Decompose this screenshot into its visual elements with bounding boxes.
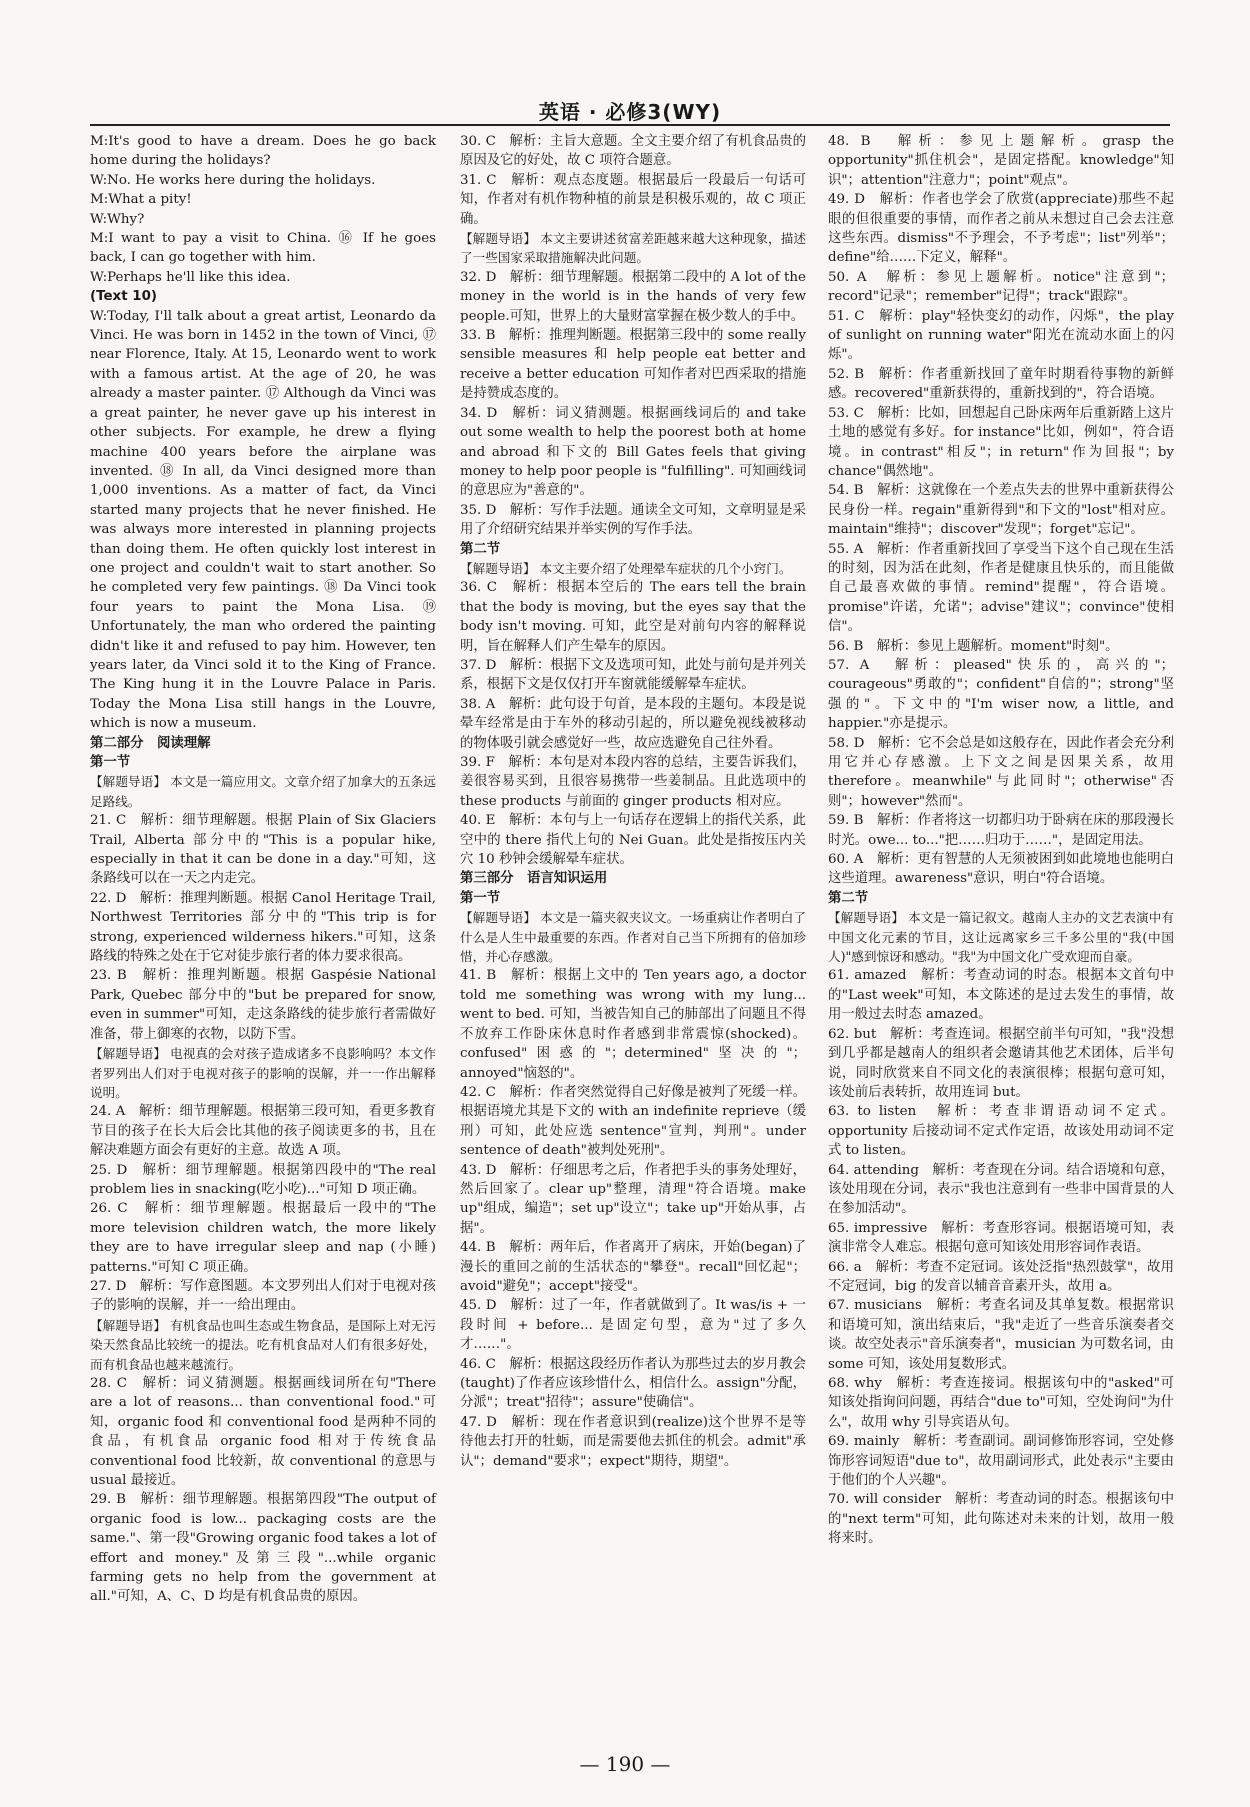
answer-paragraph: 64. attending 解析：考查现在分词。结合语境和句意，该处用现在分词，表示"我也注意到有一些非中国背景的人在参加活动"。	[828, 1162, 1174, 1217]
answer-paragraph: 70. will consider 解析：考查动词的时态。根据该句中的"next term"可知，此句陈述对未来的计划，故用一般将来时。	[828, 1492, 1174, 1547]
answer-paragraph: W:Perhaps he'll like this idea.	[90, 269, 291, 285]
answer-paragraph: 41. B 解析：根据上文中的 Ten years ago, a doctor told me something was wrong with my lung... went to bed. 可知，当被告知自己的肺部出了问题且不得不放弃工作卧床休息时作者感到非常震惊(shocked)。confused"困惑的"；determined"坚决的"；annoyed"恼怒的"。	[460, 968, 806, 1081]
answer-paragraph: M:What a pity!	[90, 192, 192, 208]
answer-paragraph: 53. C 解析：比如，回想起自己卧床两年后重新踏上这片土地的感觉有多好。for instance"比如，例如"，符合语境。in contrast"相反"；in return"作为回报"；by chance"偶然地"。	[828, 405, 1174, 479]
answer-paragraph: 36. C 解析：根据本空后的 The ears tell the brain that the body is moving, but the eyes say that the body isn't moving. 可知，此空是对前句内容的解释说明，旨在解释人们产生晕车的原因。	[460, 580, 806, 654]
answer-paragraph: 37. D 解析：根据下文及选项可知，此处与前句是并列关系，根据下文是仅仅打开车窗就能缓解晕车症状。	[460, 657, 806, 693]
answer-paragraph: 45. D 解析：过了一年，作者就做到了。It was/is + 一段时间 + before... 是固定句型，意为"过了多久才……"。	[460, 1298, 806, 1353]
page-header	[90, 96, 1170, 126]
answer-paragraph: 38. A 解析：此句设于句首，是本段的主题句。本段是说晕车经常是由于车外的移动引起的，所以避免视线被移动的物体吸引就会感觉好一些，故应选避免自己往外看。	[460, 696, 806, 751]
answer-paragraph: 47. D 解析：现在作者意识到(realize)这个世界不是等待他去打开的牡蛎，而是需要他去抓住的机会。admit"承认"；demand"要求"；expect"期待，期望"。	[460, 1414, 806, 1469]
answer-paragraph: 26. C 解析：细节理解题。根据最后一段中的"The more television children watch, the more likely they are to have irregular sleep and nap (小睡) patterns."可知 C 项正确。	[90, 1201, 436, 1275]
answer-paragraph: 46. C 解析：根据这段经历作者认为那些过去的岁月教会(taught)了作者应该珍惜什么，相信什么。assign"分配，分派"；treat"招待"；assure"使确信"。	[460, 1356, 806, 1411]
answer-paragraph: 65. impressive 解析：考查形容词。根据语境可知，表演非常令人难忘。根据句意可知该处用形容词作表语。	[828, 1220, 1174, 1256]
section-heading: (Text 10)	[90, 289, 158, 305]
answer-paragraph: 31. C 解析：观点态度题。根据最后一段最后一句话可知，作者对有机作物种植的前景是积极乐观的，故 C 项正确。	[460, 172, 806, 227]
section-heading: 第一节	[90, 755, 131, 770]
answer-paragraph: 21. C 解析：细节理解题。根据 Plain of Six Glaciers Trail, Alberta 部分中的"This is a popular hike, especially in that it can be done in a day."可知，这条路线可以在一天之内走完。	[90, 813, 436, 887]
section-heading: 第二节	[828, 890, 869, 906]
section-heading: 第一节	[460, 890, 501, 906]
answer-paragraph: 62. but 解析：考查连词。根据空前半句可知，"我"没想到几乎都是越南人的组织者会邀请其他艺术团体，后半句说，同时欣赏来自不同文化的表演很棒；根据句意可知，该处前后表转折，故用连词 but。	[828, 1026, 1174, 1100]
answer-paragraph: M:It's good to have a dream. Does he go back home during the holidays?	[90, 134, 436, 169]
section-heading: 第二部分 阅读理解	[90, 735, 211, 751]
answer-paragraph: 68. why 解析：考查连接词。根据该句中的"asked"可知该处指询问问题，再结合"due to"可知，空处询问"为什么"，故用 why 引导宾语从句。	[828, 1376, 1174, 1430]
answer-paragraph: 50. A 解析：参见上题解析。notice"注意到"；record"记录"；remember"记得"；track"跟踪"。	[828, 269, 1174, 305]
answer-paragraph: 22. D 解析：推理判断题。根据 Canol Heritage Trail, Northwest Territories 部分中的"This trip is for strong, experienced wilderness hikers."可知，这条路线的特殊之处在于它对徒步旅行者的体力要求很高。	[90, 890, 436, 965]
page-number: — 190 —	[579, 1752, 671, 1776]
guide-paragraph: 【解题导语】 本文是一篇应用文。文章介绍了加拿大的五条远足路线。	[90, 774, 436, 809]
answer-paragraph: 63. to listen 解析：考查非谓语动词不定式。opportunity 后接动词不定式作定语，故该处用动词不定式 to listen。	[828, 1104, 1174, 1159]
answer-paragraph: 27. D 解析：写作意图题。本文罗列出人们对于电视对孩子的影响的误解，并一一给出理由。	[90, 1278, 436, 1314]
guide-paragraph: 【解题导语】 电视真的会对孩子造成诸多不良影响吗？本文作者罗列出人们对于电视对孩子的影响的误解，并一一作出解释说明。	[90, 1046, 436, 1100]
guide-paragraph: 【解题导语】 本文是一篇记叙文。越南人主办的文艺表演中有中国文化元素的节目，这让远离家乡三千多公里的"我(中国人)"感到惊讶和感动。"我"为中国文化广受欢迎而自豪。	[828, 910, 1174, 965]
answer-paragraph: 51. C 解析：play"轻快变幻的动作，闪烁"，the play of sunlight on running water"阳光在流动水面上的闪烁"。	[828, 308, 1174, 363]
answer-paragraph: W:Today, I'll talk about a great artist, Leonardo da Vinci. He was born in 1452 in the town of Vinci, ⑰ near Florence, Italy. At 15, Leonardo went to work with a famous artist. At the age of 20, he was already a master painter. ⑰ Although da Vinci was a great painter, he never gave up his interest in other subjects. For example, he drew a flying machine 400 years before the airplane was invented. ⑱ In all, da Vinci designed more than 1,000 inventions. As a matter of fact, da Vinci started many projects that he never finished. He was always more interested in planning projects than doing them. He often quickly lost interest in one project and couldn't wait to start another. So he completed very few paintings. ⑱ Da Vinci took four years to paint the Mona Lisa. ⑲ Unfortunately, the man who ordered the painting didn't like it and refused to pay him. However, ten years later, da Vinci sold it to the King of France. The King hung it in the Louvre Palace in Paris. Today the Mona Lisa still hangs in the Louvre, which is now a museum.	[90, 308, 436, 732]
guide-paragraph: 【解题导语】 有机食品也叫生态或生物食品，是国际上对无污染天然食品比较统一的提法。吃有机食品对人们有很多好处，而有机食品也越来越流行。	[90, 1317, 436, 1372]
answer-paragraph: 57. A 解析：pleased"快乐的，高兴的"；courageous"勇敢的"；confident"自信的"；strong"坚强的"。下文中的"I'm wiser now, a little, and happier."亦是提示。	[828, 657, 1174, 732]
answer-paragraph: 56. B 解析：参见上题解析。moment"时刻"。	[828, 638, 1119, 654]
column-middle	[460, 132, 806, 1471]
answer-paragraph: 52. B 解析：作者重新找回了童年时期看待事物的新鲜感。recovered"重新获得的，重新找到的"，符合语境。	[828, 366, 1174, 402]
answer-paragraph: 32. D 解析：细节理解题。根据第二段中的 A lot of the money in the world is in the hands of very few people.可知，世界上的大量财富掌握在极少数人的手中。	[460, 269, 806, 324]
answer-paragraph: 59. B 解析：作者将这一切都归功于卧病在床的那段漫长时光。owe... to..."把……归功于……"，是固定用法。	[828, 813, 1174, 848]
column-right	[828, 132, 1174, 1549]
answer-paragraph: 40. E 解析：本句与上一句话存在逻辑上的指代关系，此空中的 there 指代上句的 Nei Guan。此处是指按压内关穴 10 秒钟会缓解晕车症状。	[460, 813, 806, 868]
section-heading: 第二节	[460, 541, 501, 557]
section-heading: 第三部分 语言知识运用	[460, 871, 608, 887]
answer-paragraph: W:No. He works here during the holidays.	[90, 172, 376, 188]
header-rule	[90, 124, 1170, 126]
answer-paragraph: 34. D 解析：词义猜测题。根据画线词后的 and take out some wealth to help the poorest both at home and abroad 和下文的 Bill Gates feels that giving money to help poor people is "fulfilling". 可知画线词的意思应为"善意的"。	[460, 405, 806, 499]
answer-paragraph: 35. D 解析：写作手法题。通读全文可知，文章明显是采用了介绍研究结果并举实例的写作手法。	[460, 502, 806, 538]
answer-paragraph: 43. D 解析：仔细思考之后，作者把手头的事务处理好，然后回家了。clear up"整理，清理"符合语境。make up"组成，编造"；set up"设立"；take up"开始从事，占据"。	[460, 1162, 806, 1236]
guide-paragraph: 【解题导语】 本文是一篇夹叙夹议文。一场重病让作者明白了什么是人生中最重要的东西。作者对自己当下所拥有的倍加珍惜，并心存感激。	[460, 910, 806, 965]
answer-paragraph: 30. C 解析：主旨大意题。全文主要介绍了有机食品贵的原因及它的好处，故 C 项符合题意。	[460, 134, 806, 169]
answer-paragraph: 49. D 解析：作者也学会了欣赏(appreciate)那些不起眼的但很重要的事情，而作者之前从未想过自己会去注意这些东西。dismiss"不予理会，不予考虑"；list"列举"；define"给……下定义，解释"。	[828, 192, 1174, 266]
answer-paragraph: 33. B 解析：推理判断题。根据第三段中的 some really sensible measures 和 help people eat better and receive a better education 可知作者对巴西采取的措施是持赞成态度的。	[460, 328, 806, 402]
answer-paragraph: 24. A 解析：细节理解题。根据第三段可知，看更多教育节目的孩子在长大后会比其他的孩子阅读更多的书，且在解决难题方面会有更好的主意。故选 A 项。	[90, 1104, 436, 1159]
answer-paragraph: 48. B 解析：参见上题解析。grasp the opportunity"抓住机会"，是固定搭配。knowledge"知识"；attention"注意力"；point"观点"。	[828, 134, 1174, 188]
answer-paragraph: 55. A 解析：作者重新找回了享受当下这个自己现在生活的时刻，因为活在此刻，作者是健康且快乐的，而且能做自己最喜欢做的事情。remind"提醒"，符合语境。promise"许诺，允诺"；advise"建议"；convince"使相信"。	[828, 541, 1174, 635]
page-title: 英语 · 必修3(WY)	[538, 100, 722, 124]
answer-paragraph: 67. musicians 解析：考查名词及其单复数。根据常识和语境可知，演出结束后，"我"走近了一些音乐演奏者交谈。故空处表示"音乐演奏者"，musician 为可数名词，由 some 可知，该处用复数形式。	[828, 1298, 1174, 1372]
answer-paragraph: W:Why?	[90, 211, 145, 227]
answer-paragraph: 69. mainly 解析：考查副词。副词修饰形容词，空处修饰形容词短语"due to"，故用副词形式，此处表示"主要由于他们的个人兴趣"。	[828, 1434, 1174, 1489]
answer-paragraph: 44. B 解析：两年后，作者离开了病床，开始(began)了漫长的重回之前的生活状态的"攀登"。recall"回忆起"；avoid"避免"；accept"接受"。	[460, 1240, 806, 1294]
answer-paragraph: 29. B 解析：细节理解题。根据第四段"The output of organic food is low... packaging costs are the same."、第一段"Growing organic food takes a lot of effort and money."及第三段"...while organic farming gets no help from the government at all."可知，A、C、D 均是有机食品贵的原因。	[90, 1492, 436, 1605]
answer-paragraph: 60. A 解析：更有智慧的人无须被困到如此境地也能明白这些道理。awareness"意识，明白"符合语境。	[828, 852, 1174, 887]
answer-paragraph: 42. C 解析：作者突然觉得自己好像是被判了死缓一样。根据语境尤其是下文的 with an indefinite reprieve（缓刑）可知，此处应选 sentence"宣判，判刑"。under sentence of death"被判处死刑"。	[460, 1084, 806, 1159]
answer-paragraph: 39. F 解析：本句是对本段内容的总结，主要告诉我们，姜很容易买到，且很容易携带一些姜制品。且此选项中的 these products 与前面的 ginger products 相对应。	[460, 755, 806, 809]
answer-paragraph: 66. a 解析：考查不定冠词。该处泛指"热烈鼓掌"，故用不定冠词，big 的发音以辅音音素开头，故用 a。	[828, 1259, 1174, 1294]
answer-paragraph: 25. D 解析：细节理解题。根据第四段中的"The real problem lies in snacking(吃小吃)..."可知 D 项正确。	[90, 1162, 436, 1197]
answer-paragraph: 28. C 解析：词义猜测题。根据画线词所在句"There are a lot of reasons... than conventional food."可知，organic food 和 conventional food 是两种不同的食品，有机食品 organic food 相对于传统食品 conventional food 比较新，故 conventional 的意思与 usual 最接近。	[90, 1376, 436, 1489]
answer-paragraph: 23. B 解析：推理判断题。根据 Gaspésie National Park, Quebec 部分中的"but be prepared for snow, even in summer"可知，走这条路线的徒步旅行者需做好准备，带上御寒的衣物，以防下雪。	[90, 968, 436, 1042]
answer-paragraph: M:I want to pay a visit to China. ⑯ If he goes back, I can go together with him.	[90, 231, 436, 266]
answer-paragraph: 54. B 解析：这就像在一个差点失去的世界中重新获得公民身份一样。regain"重新得到"和下文的"lost"相对应。maintain"维持"；discover"发现"；forget"忘记"。	[828, 483, 1174, 538]
column-left	[90, 132, 436, 1607]
guide-paragraph: 【解题导语】 本文主要讲述贫富差距越来越大这种现象，描述了一些国家采取措施解决此问题。	[460, 231, 806, 266]
guide-paragraph: 【解题导语】 本文主要介绍了处理晕车症状的几个小窍门。	[460, 560, 792, 576]
answer-paragraph: 61. amazed 解析：考查动词的时态。根据本文首句中的"Last week"可知，本文陈述的是过去发生的事情，故用一般过去时态 amazed。	[828, 968, 1174, 1023]
answer-paragraph: 58. D 解析：它不会总是如这般存在，因此作者会充分利用它并心存感激。上下文之间是因果关系，故用 therefore。meanwhile"与此同时"；otherwise"否则"；however"然而"。	[828, 735, 1174, 809]
